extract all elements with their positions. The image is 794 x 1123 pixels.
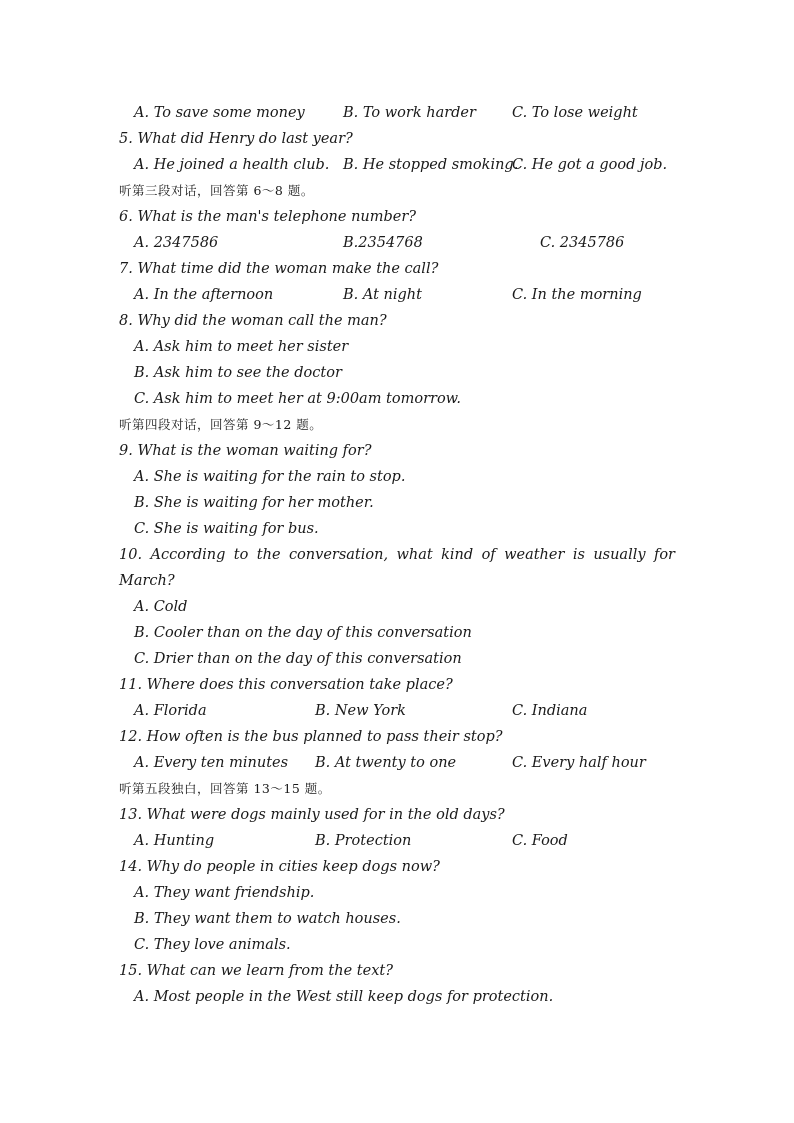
question-12: 12. How often is the bus planned to pass their stop?: [119, 729, 503, 745]
option-a: A. Hunting: [134, 833, 215, 849]
section-heading-4: 听第四段对话，回答第 9～12 题。: [119, 417, 323, 432]
question-10: 10. According to the conversation, what kind of weather is usually for: [119, 547, 675, 563]
option-b: B. They want them to watch houses.: [134, 911, 401, 927]
option-a: A. Every ten minutes: [134, 755, 289, 771]
question-9: 9. What is the woman waiting for?: [119, 443, 372, 459]
option-c: C. 2345786: [540, 235, 625, 251]
option-a: A. To save some money: [134, 105, 305, 121]
option-a: A. Most people in the West still keep dogs for protection.: [134, 989, 554, 1005]
option-b: B.2354768: [343, 235, 423, 251]
option-c: C. In the morning: [512, 287, 642, 303]
option-b: B. At twenty to one: [315, 755, 457, 771]
question-7: 7. What time did the woman make the call?: [119, 261, 439, 277]
option-c: C. He got a good job.: [512, 157, 668, 173]
option-a: A. They want friendship.: [134, 885, 315, 901]
option-b: B. She is waiting for her mother.: [134, 495, 374, 511]
section-heading-3: 听第三段对话，回答第 6～8 题。: [119, 183, 314, 198]
option-a: A. In the afternoon: [134, 287, 274, 303]
option-b: B. Cooler than on the day of this conversation: [134, 625, 472, 641]
option-b: B. Ask him to see the doctor: [134, 365, 342, 381]
option-a: A. She is waiting for the rain to stop.: [134, 469, 406, 485]
question-13: 13. What were dogs mainly used for in the old days?: [119, 807, 505, 823]
option-c: C. Drier than on the day of this conversation: [134, 651, 462, 667]
option-c: C. They love animals.: [134, 937, 291, 953]
option-a: A. Ask him to meet her sister: [134, 339, 349, 355]
question-11: 11. Where does this conversation take place?: [119, 677, 453, 693]
section-heading-5: 听第五段独白，回答第 13～15 题。: [119, 781, 331, 796]
option-b: B. To work harder: [343, 105, 476, 121]
option-c: C. Indiana: [512, 703, 588, 719]
option-a: A. Cold: [134, 599, 188, 615]
question-5: 5. What did Henry do last year?: [119, 131, 353, 147]
option-c: C. To lose weight: [512, 105, 638, 121]
question-15: 15. What can we learn from the text?: [119, 963, 393, 979]
question-6: 6. What is the man's telephone number?: [119, 209, 417, 225]
option-b: B. Protection: [315, 833, 412, 849]
option-b: B. New York: [315, 703, 406, 719]
option-a: A. He joined a health club.: [134, 157, 330, 173]
question-10-continued: March?: [119, 573, 175, 589]
option-b: B. At night: [343, 287, 422, 303]
option-a: A. 2347586: [134, 235, 219, 251]
question-8: 8. Why did the woman call the man?: [119, 313, 387, 329]
option-c: C. Every half hour: [512, 755, 646, 771]
option-a: A. Florida: [134, 703, 207, 719]
option-c: C. Ask him to meet her at 9:00am tomorrow.: [134, 391, 461, 407]
option-c: C. She is waiting for bus.: [134, 521, 319, 537]
option-b: B. He stopped smoking.: [343, 157, 519, 173]
question-14: 14. Why do people in cities keep dogs now?: [119, 859, 440, 875]
option-c: C. Food: [512, 833, 568, 849]
